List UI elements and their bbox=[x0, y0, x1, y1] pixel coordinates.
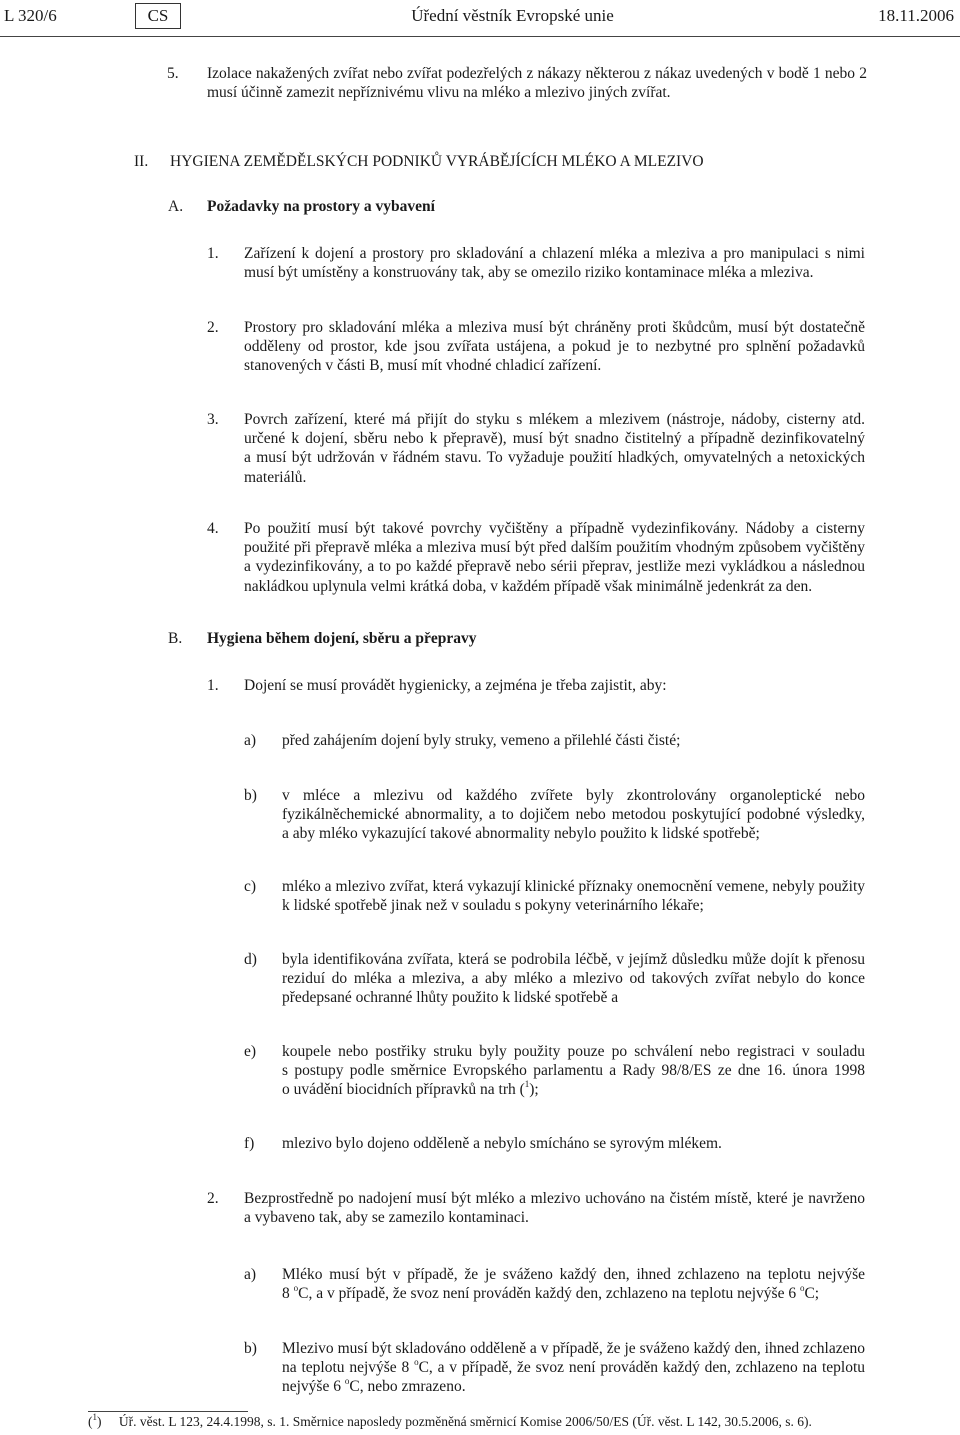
paragraph-text: před zahájením dojení byly struky, vemeno a přilehlé části čisté; bbox=[282, 732, 681, 749]
paragraph-text: v mléce a mlezivu od každého zvířete byly zkontrolovány organoleptické nebo fyzikálněchemické abnormality, a to dojičem nebo metodou poskytující podobné výsledky, a aby mléko vykazující takové abnormality nebylo použito k lidské spotřebě; bbox=[282, 787, 865, 843]
item-number: 2. bbox=[207, 319, 219, 336]
footnote-marker: ($^1$) bbox=[88, 1411, 102, 1429]
section-title: Hygiena během dojení, sběru a přepravy bbox=[207, 630, 477, 647]
footnote-rule bbox=[88, 1411, 248, 1412]
paragraph-text: Bezprostředně po nadojení musí být mléko a mlezivo uchováno na čistém místě, které je navrženo a vybaveno tak, aby se zamezilo kontaminaci. bbox=[244, 1190, 865, 1227]
item-number: 1. bbox=[207, 677, 219, 694]
footnote-reference[interactable]: 1 bbox=[524, 1079, 530, 1090]
paragraph-text: Mlezivo musí být skladováno odděleně a v případě, že je sváženo každý den, ihned zchlazeno na teplotu nejvýše 8 $^o$C, a v případě, že svoz není prováděn každý den, zchlazeno na teplotu nejvýše 6 $^o$C, nebo zmrazeno. bbox=[282, 1340, 866, 1396]
header-rule bbox=[0, 36, 960, 37]
item-letter: a) bbox=[244, 732, 257, 749]
paragraph-text: mlezivo bylo dojeno odděleně a nebylo smícháno se syrovým mlékem. bbox=[282, 1135, 722, 1152]
item-letter: c) bbox=[244, 878, 257, 895]
paragraph-text: Dojení se musí provádět hygienicky, a zejména je třeba zajistit, aby: bbox=[244, 677, 667, 694]
item-letter: f) bbox=[244, 1135, 255, 1152]
paragraph-text: Prostory pro skladování mléka a mleziva musí být chráněny proti škůdcům, musí být dostatečně odděleny od prostor, kde jsou zvířata ustájena, a pokud je to nezbytné pro splnění požadavků stanovených v části B, musí mít vhodné chladicí zařízení. bbox=[244, 319, 865, 375]
item-letter: d) bbox=[244, 951, 257, 968]
section-title: Požadavky na prostory a vybavení bbox=[207, 198, 435, 215]
page-header bbox=[0, 0, 960, 36]
paragraph-text: Povrch zařízení, které má přijít do styku s mlékem a mlezivem (nástroje, nádoby, cisterny atd. určené k dojení, sběru nebo k přepravě), musí být snadno čistitelný a případně dezinfikovatelný a musí být udržován v řádném stavu. To vyžaduje použití hladkých, omyvatelných a netoxických materiálů. bbox=[244, 411, 865, 486]
footnote-text: Úř. věst. L 123, 24.4.1998, s. 1. Směrnice naposledy pozměněná směrnicí Komise 2006/50/ES (Úř. věst. L 142, 30.5.2006, s. 6). bbox=[118, 1414, 812, 1429]
item-number: 2. bbox=[207, 1190, 219, 1207]
paragraph-text: Po použití musí být takové povrchy vyčištěny a případně vydezinfikovány. Nádoby a cisterny použité při přepravě mléka a mleziva musí být před dalším použitím vhodným způsobem vyčištěny a vydezinfikovány, a to po každé přepravě nebo sérii přeprav, jestliže mezi vykládkou a následnou nakládkou uplynula velmi krátká doba, v každém případě však minimálně jedenkrát za den. bbox=[244, 520, 865, 595]
section-title: HYGIENA ZEMĚDĚLSKÝCH PODNIKŮ VYRÁBĚJÍCÍCH MLÉKO A MLEZIVO bbox=[170, 153, 704, 170]
page-reference: L 320/6 bbox=[4, 6, 57, 25]
language-box: CS bbox=[135, 3, 181, 29]
item-letter: b) bbox=[244, 787, 257, 804]
journal-title: Úřední věstník Evropské unie bbox=[411, 6, 614, 25]
item-number: 4. bbox=[207, 520, 219, 537]
section-number: II. bbox=[134, 153, 149, 170]
item-number: 5. bbox=[167, 65, 179, 82]
section-letter: B. bbox=[168, 630, 183, 647]
paragraph-text: Izolace nakažených zvířat nebo zvířat podezřelých z nákazy některou z nákaz uvedených v bodě 1 nebo 2 musí účinně zamezit nepříznivému vlivu na mléko a mlezivo jiných zvířat. bbox=[207, 65, 867, 102]
paragraph-text: Zařízení k dojení a prostory pro skladování a chlazení mléka a mleziva a pro manipulaci s nimi musí být umístěny a konstruovány tak, aby se omezilo riziko kontaminace mléka a mleziva. bbox=[244, 245, 865, 282]
footnote bbox=[88, 1411, 812, 1430]
item-number: 1. bbox=[207, 245, 219, 262]
item-number: 3. bbox=[207, 411, 219, 428]
paragraph-text: koupele nebo postřiky struku byly použity pouze po schválení nebo registraci v souladu s postupy podle směrnice Evropského parlamentu a Rady 98/8/ES ze dne 16. února 1998 o uvádění biocidních přípravků na trh ($^1$); bbox=[282, 1043, 865, 1099]
paragraph-text: Mléko musí být v případě, že je sváženo každý den, ihned zchlazeno na teplotu nejvýše 8 $^o$C, a v případě, že svoz není prováděn každý den, zchlazeno na teplotu nejvýše 6 $^o$C; bbox=[282, 1266, 865, 1303]
item-letter: a) bbox=[244, 1266, 257, 1283]
publication-date: 18.11.2006 bbox=[878, 6, 954, 25]
section-letter: A. bbox=[168, 198, 184, 215]
item-letter: b) bbox=[244, 1340, 257, 1357]
item-letter: e) bbox=[244, 1043, 257, 1060]
paragraph-text: mléko a mlezivo zvířat, která vykazují klinické příznaky onemocnění vemene, nebyly použity k lidské spotřebě jinak než v souladu s pokyny veterinárního lékaře; bbox=[282, 878, 865, 915]
paragraph-text: byla identifikována zvířata, která se podrobila léčbě, v jejímž důsledku může dojít k přenosu reziduí do mléka a mleziva, a aby mléko a mlezivo od takových zvířat nebylo do konce předepsané ochranné lhůty použito k lidské spotřebě a bbox=[282, 951, 865, 1007]
